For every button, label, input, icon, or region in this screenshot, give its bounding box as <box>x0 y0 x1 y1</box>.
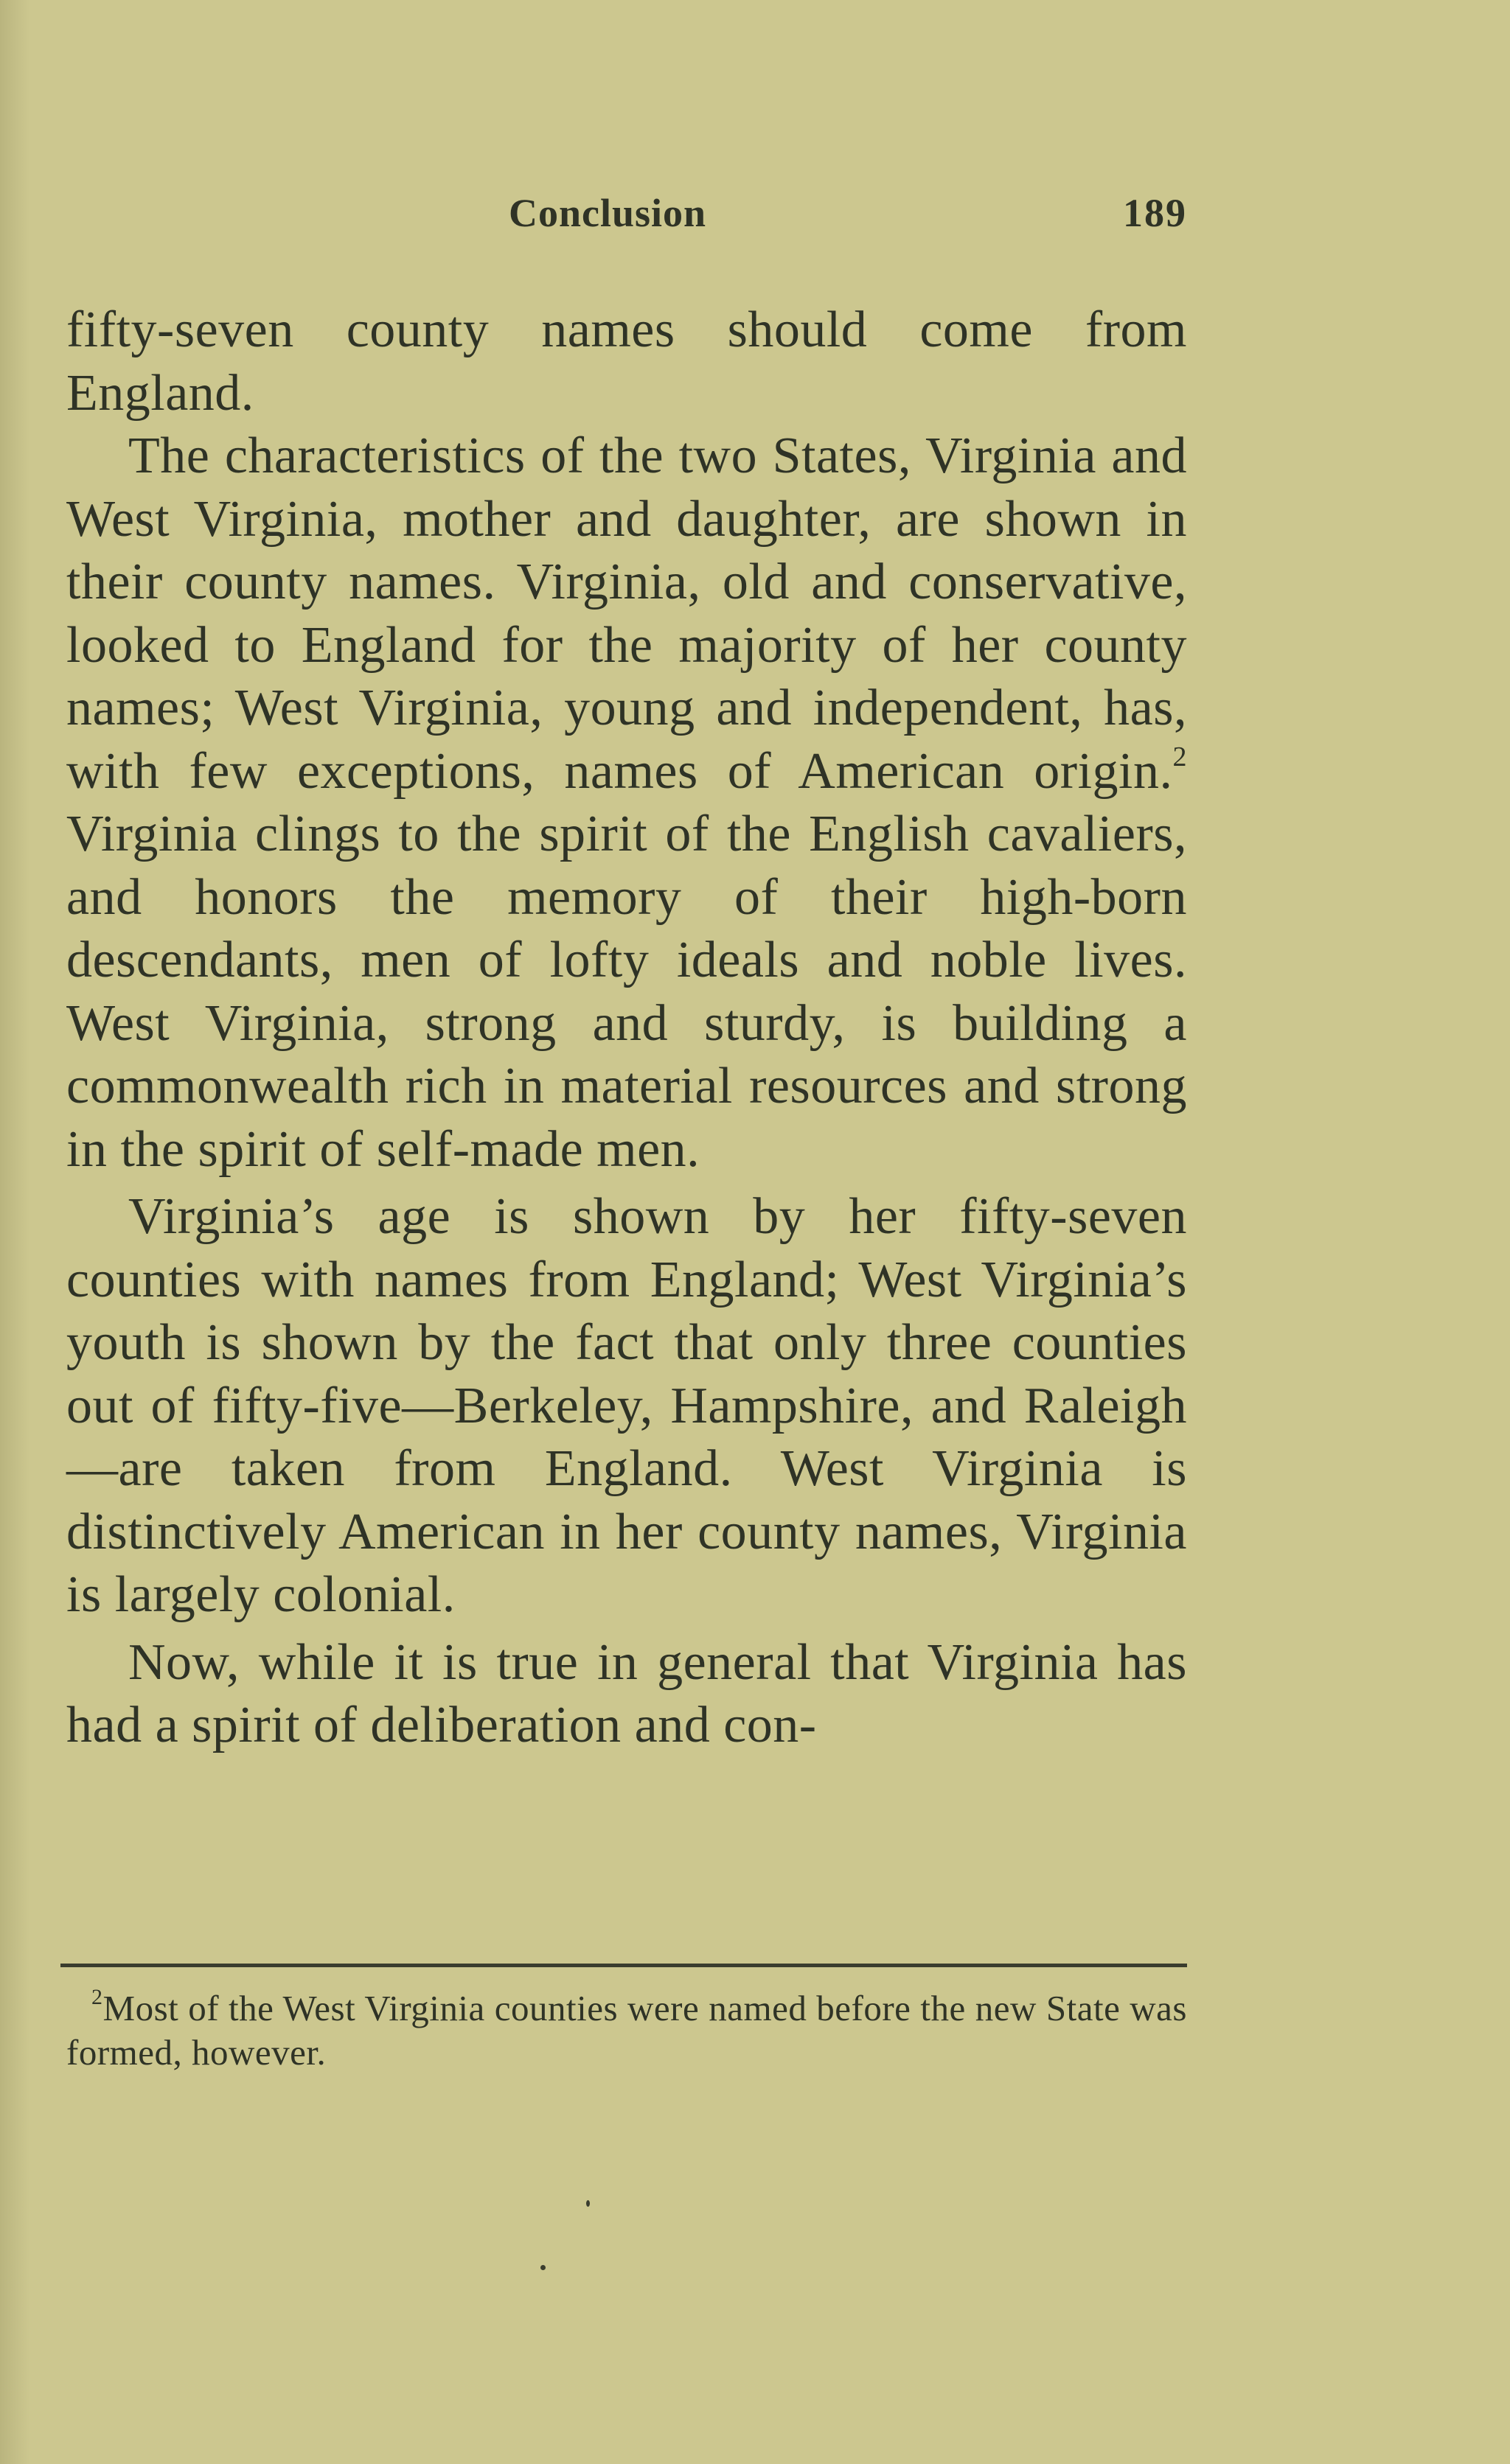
paragraph-2-text-a: The characteristics of the two States, Virginia and West Virginia, mother and daughter, are shown in their county names. Virginia, old and conservative, looked to England for the majority of her county names; West Virginia, young and independent, has, with few exceptions, names of American origin. <box>66 427 1187 800</box>
body-text <box>66 299 1187 1757</box>
page-number: 189 <box>1123 191 1187 235</box>
footnote-reference: 2 <box>1172 741 1187 772</box>
paragraph-1: fifty-seven county names should come from England. <box>66 301 1187 422</box>
print-speck <box>540 2265 546 2270</box>
print-speck <box>586 2200 590 2207</box>
paragraph-2-text-b: Virginia clings to the spirit of the English cavaliers, and honors the memory of their high-born descendants, men of lofty ideals and noble lives. West Virginia, strong and sturdy, is building a commonwealth rich in material resources and strong in the spirit of self-made men. <box>66 806 1187 1178</box>
paragraph-2 <box>66 425 1187 1181</box>
footnote-marker: 2 <box>91 1985 103 2009</box>
page-header <box>66 190 1187 242</box>
footnote <box>66 1986 1187 2075</box>
paragraph-4: Now, while it is true in general that Virginia has had a spirit of deliberation and con- <box>66 1633 1187 1753</box>
footnote-divider <box>60 1964 1187 1967</box>
footnote-text: Most of the West Virginia counties were named before the new State was formed, however. <box>66 1988 1187 2073</box>
running-head: Conclusion <box>509 191 707 235</box>
paragraph-3: Virginia’s age is shown by her fifty-seven counties with names from England; West Virginia’s youth is shown by the fact that only three counties out of fifty-five—Berkeley, Hampshire, and Raleigh—are taken from England. West Virginia is distinctively American in her county names, Virginia is largely colonial. <box>66 1188 1187 1623</box>
